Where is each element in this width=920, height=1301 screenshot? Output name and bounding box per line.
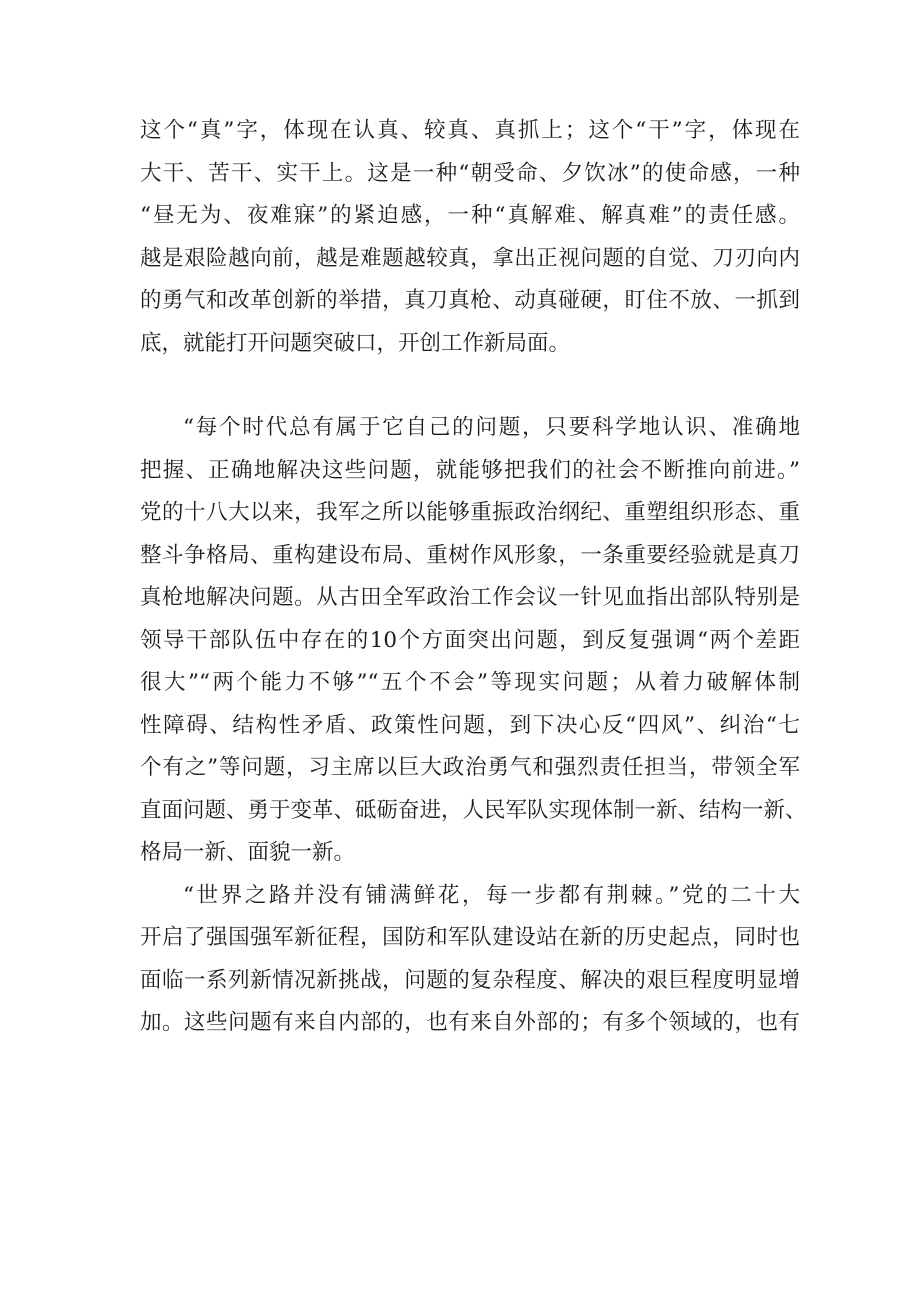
text-line: 直面问题、勇于变革、砥砺奋进，人民军队实现体制一新、结构一新、: [140, 797, 807, 823]
text-line: 性障碍、结构性矛盾、政策性问题，到下决心反“四风”、纠治“七: [140, 712, 800, 738]
text-line: 真枪地解决问题。从古田全军政治工作会议一针见血指出部队特别是: [140, 585, 800, 610]
text-line: 面临一系列新情况新挑战，问题的复杂程度、解决的艰巨程度明显增: [140, 967, 800, 993]
text-line: 这个“真”字，体现在认真、较真、真抓上；这个“干”字，体现在: [140, 118, 800, 143]
text-line: 党的十八大以来，我军之所以能够重振政治纲纪、重塑组织形态、重: [140, 500, 800, 525]
text-line: 领导干部队伍中存在的10个方面突出问题，到反复强调“两个差距: [140, 627, 800, 653]
paragraph-spacer: [140, 365, 800, 407]
text-line: “世界之路并没有铺满鲜花，每一步都有荆棘。”党的二十大: [183, 882, 800, 908]
text-line: 的勇气和改革创新的举措，真刀真枪、动真碰硬，盯住不放、一抓到: [140, 288, 800, 313]
text-line: 底，就能打开问题突破口，开创工作新局面。: [140, 330, 571, 356]
text-line: 很大”“两个能力不够”“五个不会”等现实问题；从着力破解体制: [140, 670, 800, 695]
text-line: “昼无为、夜难寐”的紧迫感，一种“真解难、解真难”的责任感。: [140, 203, 800, 228]
text-line: 个有之”等问题，习主席以巨大政治勇气和强烈责任担当，带领全军: [140, 755, 800, 780]
text-line: 格局一新、面貌一新。: [140, 840, 356, 865]
document-body: [140, 110, 807, 1045]
text-line: 加。这些问题有来自内部的，也有来自外部的；有多个领域的，也有: [140, 1010, 800, 1035]
text-line: “每个时代总有属于它自己的问题，只要科学地认识、准确地: [183, 415, 800, 440]
paragraph-3: [140, 875, 800, 1045]
text-line: 开启了强国强军新征程，国防和军队建设站在新的历史起点，同时也: [140, 925, 800, 950]
text-line: 把握、正确地解决这些问题，就能够把我们的社会不断推向前进。”: [140, 457, 800, 483]
text-line: 整斗争格局、重构建设布局、重树作风形象，一条重要经验就是真刀: [140, 542, 800, 568]
text-line: 越是艰险越向前，越是难题越较真，拿出正视问题的自觉、刀刃向内: [140, 245, 800, 271]
text-line: 大干、苦干、实干上。这是一种“朝受命、夕饮冰”的使命感，一种: [140, 160, 800, 186]
paragraph-2: [140, 407, 807, 875]
paragraph-1: [140, 110, 800, 365]
